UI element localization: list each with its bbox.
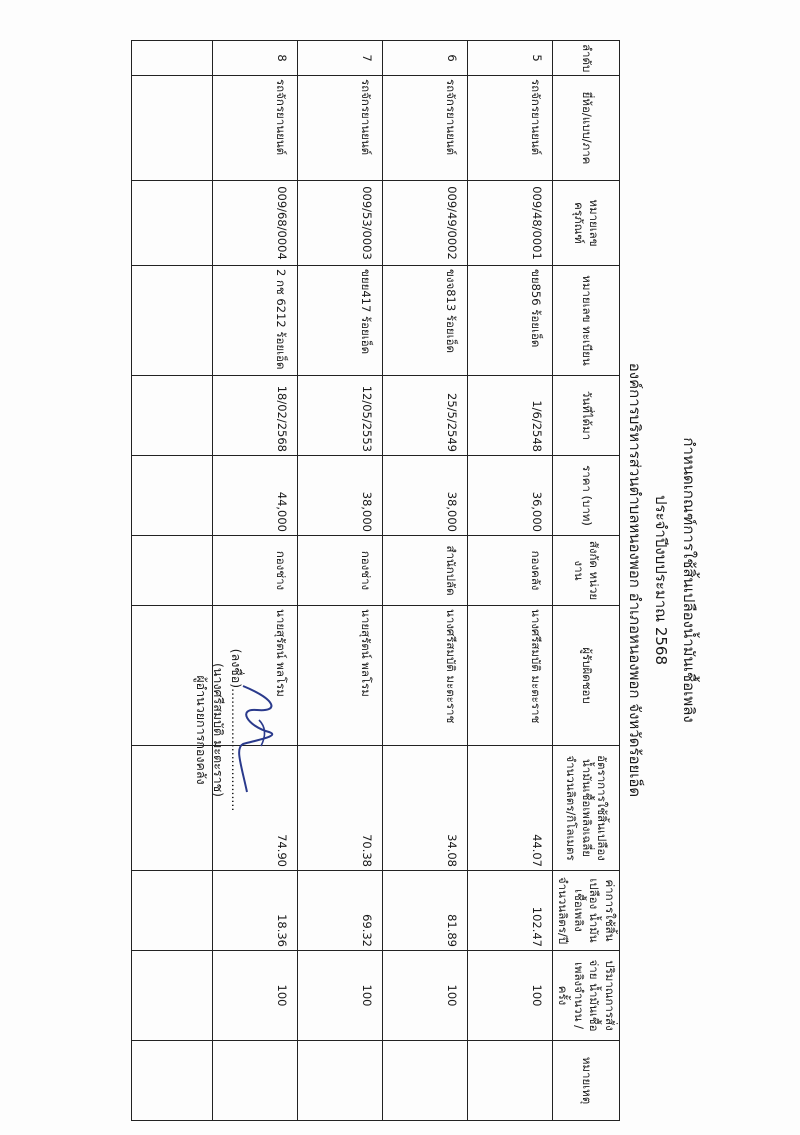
header-cell: ผู้รับผิดชอบ — [552, 606, 619, 746]
header-cell: ค่าการใช้สิ้นเปลือง น้ำมันเชื้อเพลิง จำนวนลิตร/ปี — [552, 871, 619, 951]
department: กองช่าง — [297, 536, 382, 606]
note — [212, 1041, 297, 1121]
fuel-order-amount: 100 — [212, 951, 297, 1041]
header-cell: ยี่ห้อ/แบบ/ภาค — [552, 76, 619, 181]
fuel-rate: 70.38 — [297, 746, 382, 871]
department: กองคลัง — [467, 536, 552, 606]
asset-number: 009/49/0002 — [382, 181, 467, 266]
empty-cell — [131, 266, 212, 376]
price: 38,000 — [382, 456, 467, 536]
vehicle-type: รถจักรยานยนต์ — [212, 76, 297, 181]
table-header-row — [552, 41, 619, 1121]
empty-cell — [131, 456, 212, 536]
responsible-person: นางศรีสมบัติ มะตะราช — [467, 606, 552, 746]
row-number: 6 — [382, 41, 467, 76]
empty-cell — [131, 951, 212, 1041]
header-cell: หมายเหตุ — [552, 1041, 619, 1121]
responsible-person: นายสุรัตน์ พลโรม — [297, 606, 382, 746]
empty-cell — [131, 871, 212, 951]
empty-cell — [131, 41, 212, 76]
header-cell: วันที่ได้มา — [552, 376, 619, 456]
header-cell: อัตราการใช้สิ้นเปลือง น้ำมันเชื้อเพลิงเฉลี่ย จำนวนลิตร/กิโลเมตร — [552, 746, 619, 871]
fuel-rate: 74.90 — [212, 746, 297, 871]
responsible-person: นายสุรัตน์ พลโรม — [212, 606, 297, 746]
empty-cell — [131, 181, 212, 266]
fuel-usage: 18.36 — [212, 871, 297, 951]
header-cell: ปริมาณการสั่งจ่าย น้ำมันเชื้อเพลิงจำนวน /ครั้ง — [552, 951, 619, 1041]
note — [297, 1041, 382, 1121]
license-plate: ขยย417 ร้อยเอ็ด — [297, 266, 382, 376]
price: 36,000 — [467, 456, 552, 536]
fuel-order-amount: 100 — [297, 951, 382, 1041]
row-number: 7 — [297, 41, 382, 76]
fuel-order-amount: 100 — [382, 951, 467, 1041]
asset-number: 009/53/0003 — [297, 181, 382, 266]
responsible-person: นางศรีสมบัติ มะตะราช — [382, 606, 467, 746]
empty-cell — [131, 376, 212, 456]
header-cell: ราคา (บาท) — [552, 456, 619, 536]
signer-name: (นางศรีสมบัติ มะตะราช) — [211, 663, 227, 797]
fuel-usage: 69.32 — [297, 871, 382, 951]
row-number: 5 — [467, 41, 552, 76]
fuel-rate: 44.07 — [467, 746, 552, 871]
header-cell: หมายเลข ทะเบียน — [552, 266, 619, 376]
empty-cell — [131, 1041, 212, 1121]
license-plate: ขงจ813 ร้อยเอ็ด — [382, 266, 467, 376]
empty-cell — [131, 76, 212, 181]
fuel-rate: 34.08 — [382, 746, 467, 871]
vehicle-type: รถจักรยานยนต์ — [467, 76, 552, 181]
vehicle-type: รถจักรยานยนต์ — [297, 76, 382, 181]
acquired-date: 1/6/2548 — [467, 376, 552, 456]
fuel-usage: 102.47 — [467, 871, 552, 951]
header-cell: สังกัด หน่วยงาน — [552, 536, 619, 606]
fuel-usage: 81.89 — [382, 871, 467, 951]
organization-line: องค์การบริหารส่วนตำบลหนองพอก อำเภอหนองพอก จังหวัดร้อยเอ็ด — [626, 362, 644, 798]
fuel-order-amount: 100 — [467, 951, 552, 1041]
table-row — [297, 41, 382, 1121]
price: 38,000 — [297, 456, 382, 536]
document-title: กำหนดเกณฑ์การใช้สิ้นเปลืองน้ำมันเชื้อเพลิง — [680, 437, 698, 723]
acquired-date: 18/02/2568 — [212, 376, 297, 456]
asset-number: 009/48/0001 — [467, 181, 552, 266]
license-plate: 2 กช 6212 ร้อยเอ็ด — [212, 266, 297, 376]
acquired-date: 25/5/2549 — [382, 376, 467, 456]
note — [382, 1041, 467, 1121]
row-number: 8 — [212, 41, 297, 76]
table-row — [382, 41, 467, 1121]
signer-position: ผู้อำนวยการกองคลัง — [194, 675, 209, 785]
license-plate: ขย856 ร้อยเอ็ด — [467, 266, 552, 376]
note — [467, 1041, 552, 1121]
price: 44,000 — [212, 456, 297, 536]
acquired-date: 12/05/2553 — [297, 376, 382, 456]
signature-line: (ลงชื่อ)............................... — [229, 648, 244, 812]
fiscal-year-subtitle: ประจำปีงบประมาณ 2568 — [652, 494, 670, 666]
table-row — [467, 41, 552, 1121]
vehicle-type: รถจักรยานยนต์ — [382, 76, 467, 181]
header-cell: หมายเลข ครุภัณฑ์ — [552, 181, 619, 266]
rotated-document — [15, 40, 705, 1120]
department: สำนักปลัด — [382, 536, 467, 606]
header-cell: ลำดับ — [552, 41, 619, 76]
asset-number: 009/68/0004 — [212, 181, 297, 266]
signature-block — [193, 580, 246, 880]
department: กองช่าง — [212, 536, 297, 606]
